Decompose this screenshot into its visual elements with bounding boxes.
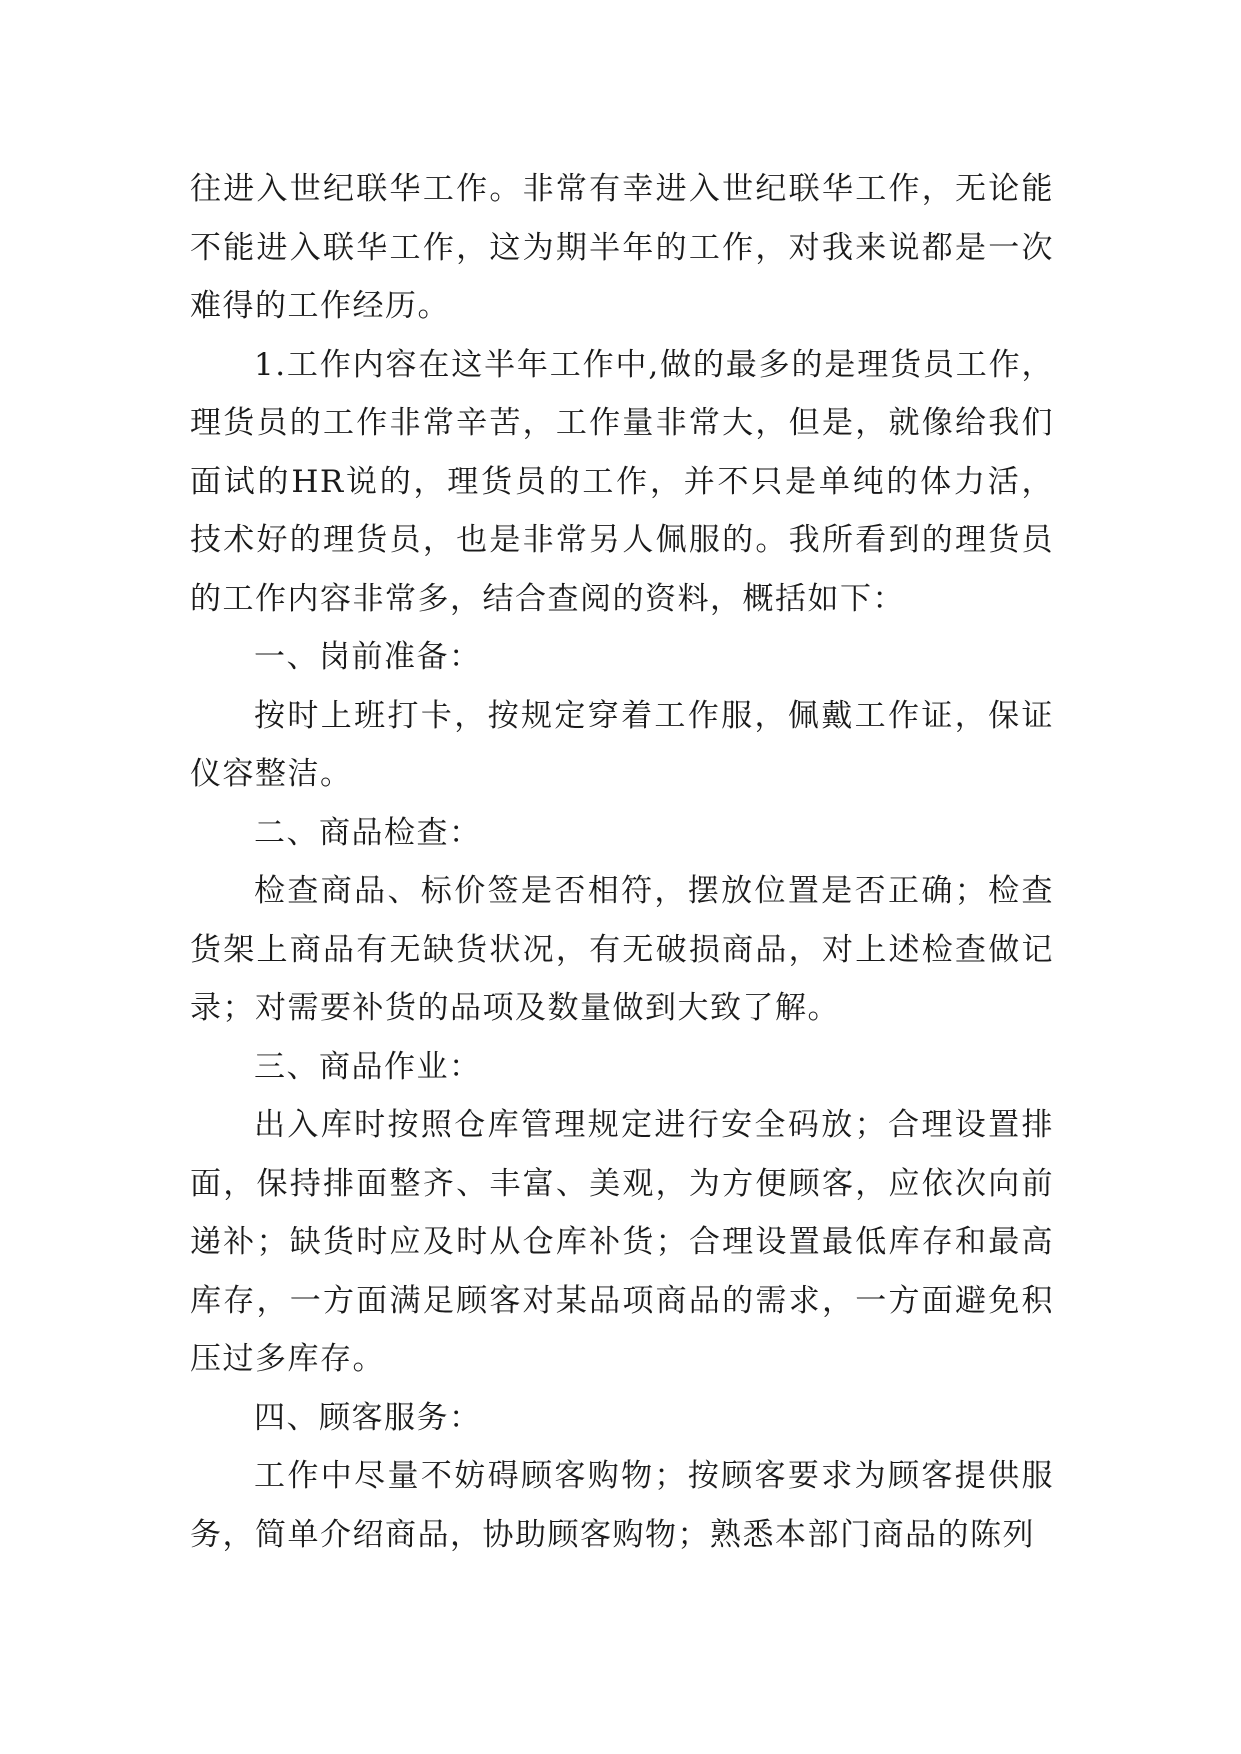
paragraph-intro: 往进入世纪联华工作。非常有幸进入世纪联华工作，无论能不能进入联华工作，这为期半年的工作，对我来说都是一次难得的工作经历。 [190,171,1054,324]
heading-customer-service: 四、顾客服务： [254,1399,482,1436]
heading-product-operations: 三、商品作业： [254,1048,482,1085]
paragraph-pre-shift-preparation: 按时上班打卡，按规定穿着工作服，佩戴工作证，保证仪容整洁。 [190,697,1054,792]
paragraph-customer-service: 工作中尽量不妨碍顾客购物；按顾客要求为顾客提供服务，简单介绍商品，协助顾客购物；熟悉本部门商品的陈列 [190,1458,1054,1553]
heading-pre-shift-preparation: 一、岗前准备： [254,639,482,675]
paragraph-product-inspection: 检查商品、标价签是否相符，摆放位置是否正确；检查货架上商品有无缺货状况，有无破损商品，对上述检查做记录；对需要补货的品项及数量做到大致了解。 [190,873,1054,1026]
paragraph-work-content: 1.工作内容在这半年工作中,做的最多的是理货员工作，理货员的工作非常辛苦，工作量非常大，但是，就像给我们面试的HR说的，理货员的工作，并不只是单纯的体力活，技术好的理货员，也是非常另人佩服的。我所看到的理货员的工作内容非常多，结合查阅的资料，概括如下： [190,346,1054,617]
document-body [190,160,1054,1564]
heading-product-inspection: 二、商品检查： [254,814,482,851]
paragraph-product-operations: 出入库时按照仓库管理规定进行安全码放；合理设置排面，保持排面整齐、丰富、美观，为方便顾客，应依次向前递补；缺货时应及时从仓库补货；合理设置最低库存和最高库存，一方面满足顾客对某品项商品的需求，一方面避免积压过多库存。 [190,1107,1054,1377]
